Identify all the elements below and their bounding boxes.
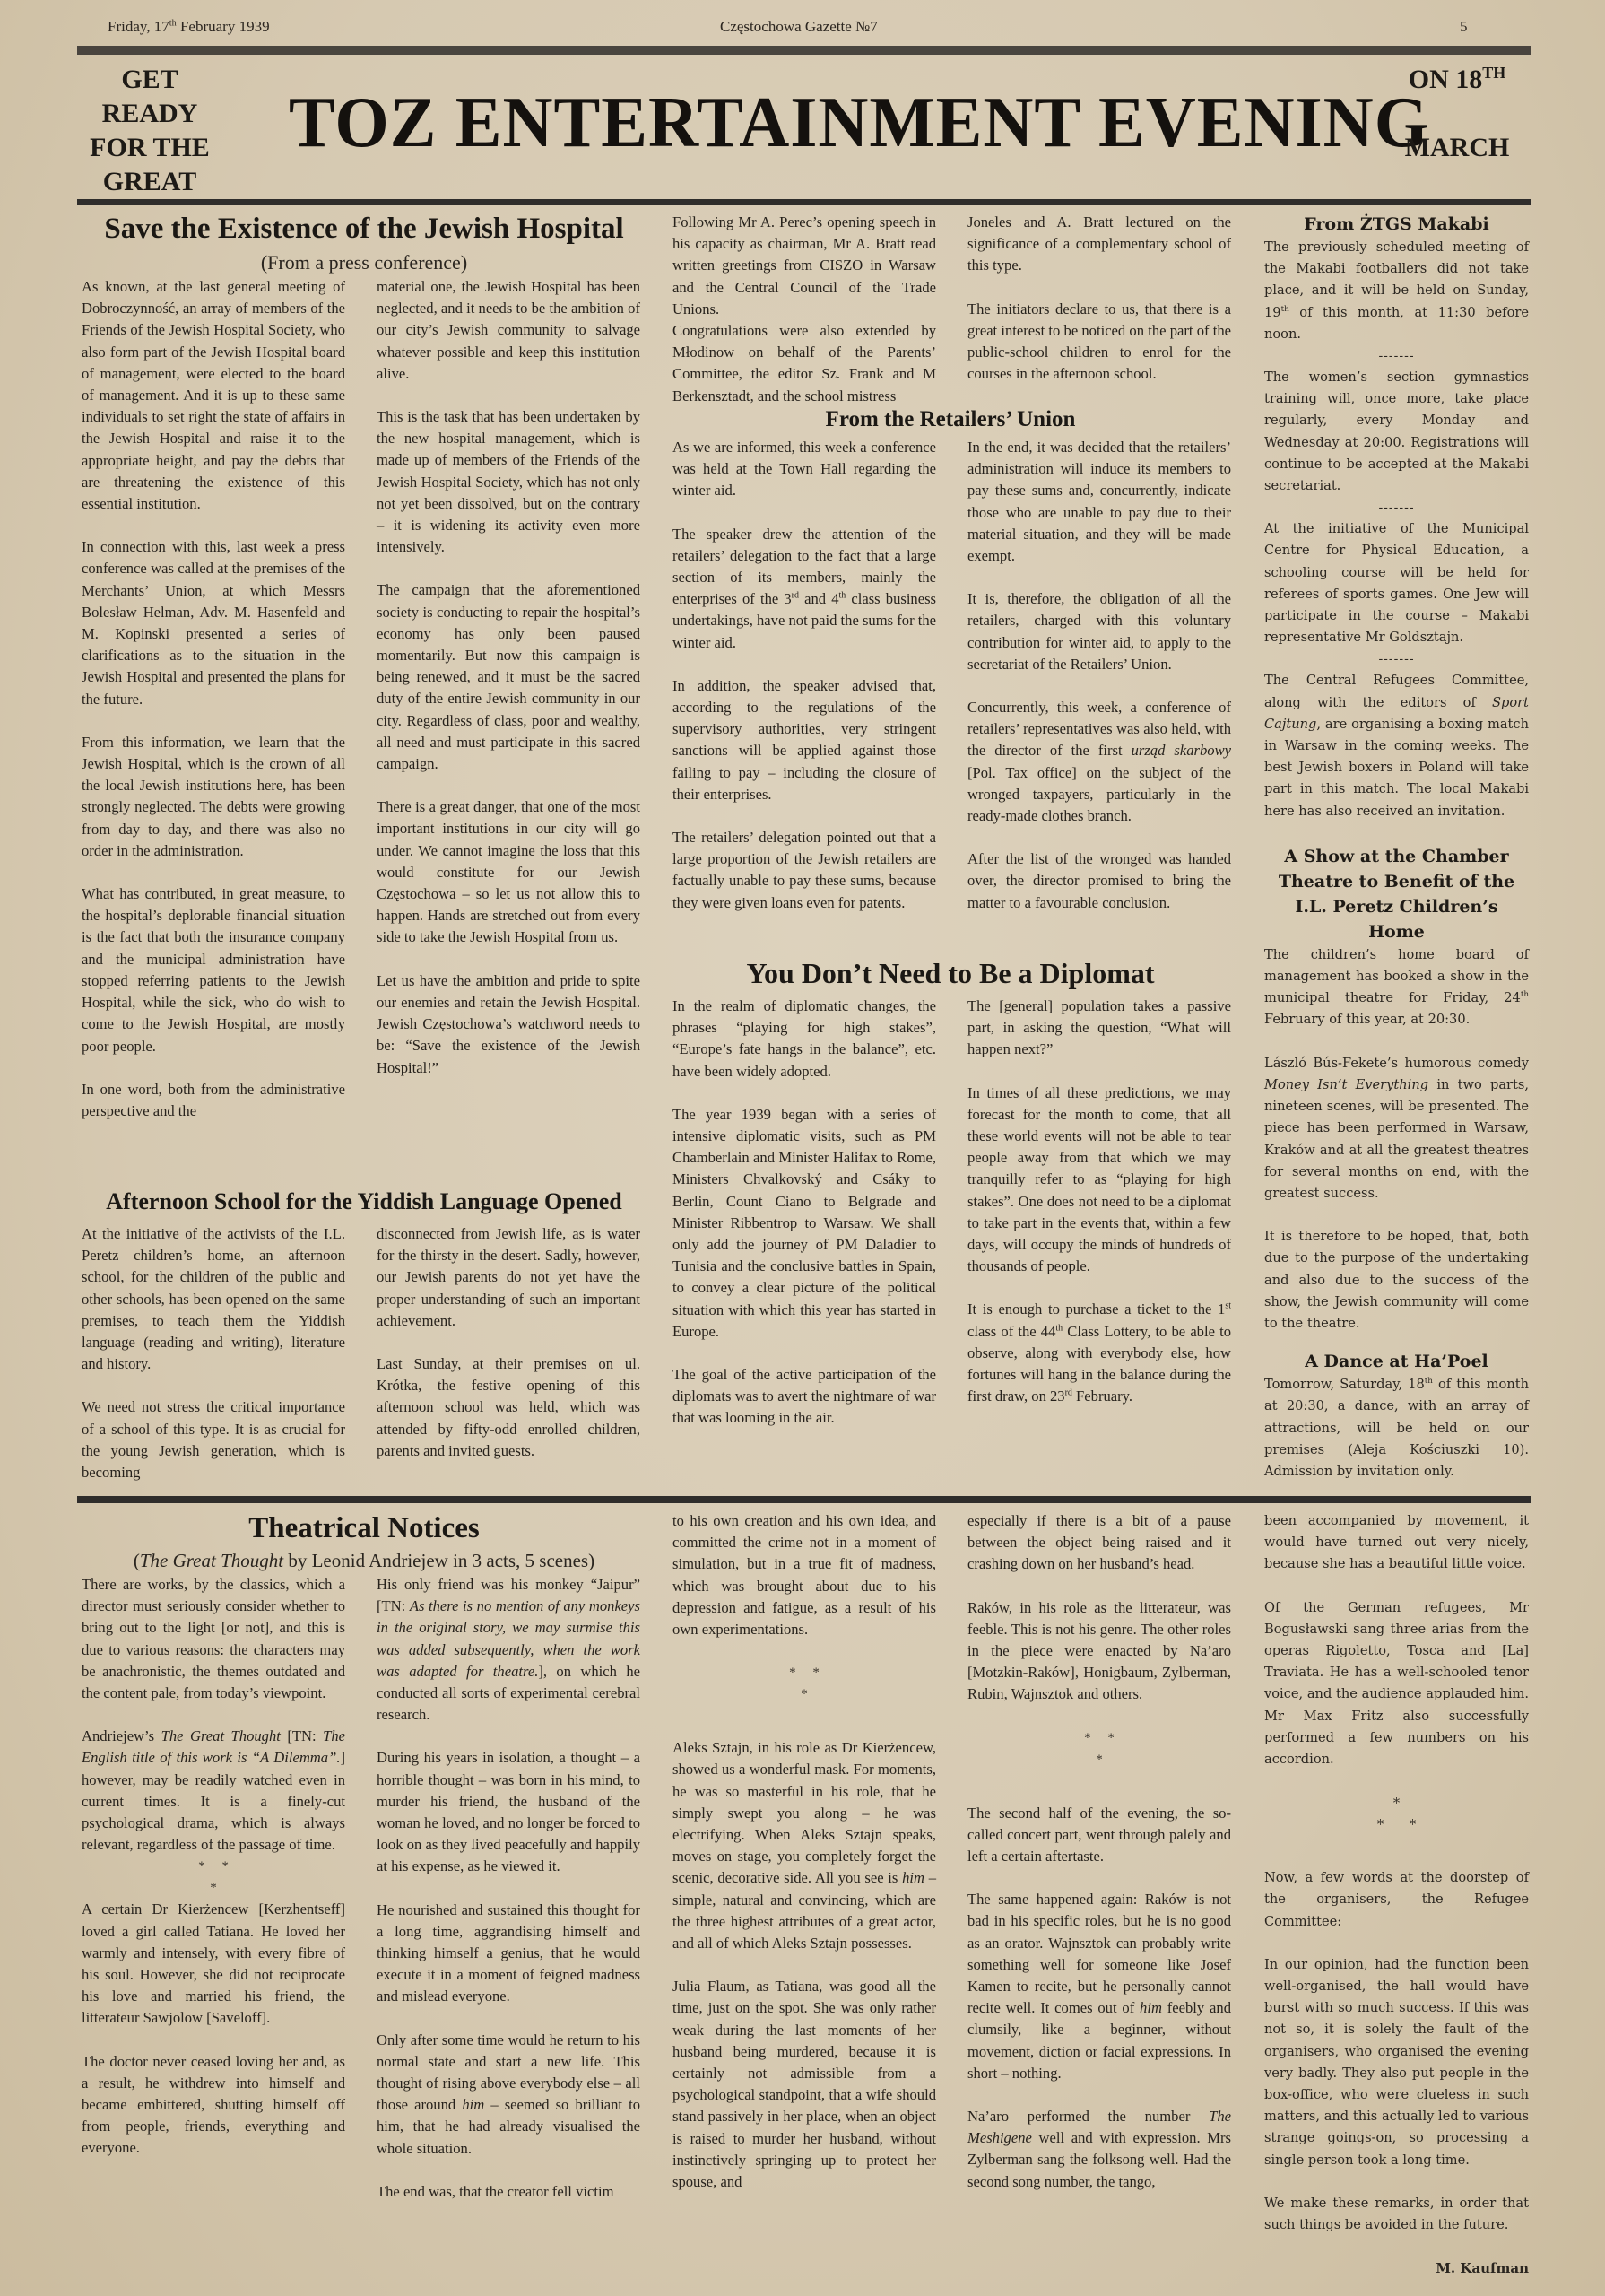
separator: ------- xyxy=(1378,349,1415,364)
paragraph: Only after some time would he return to his normal state and start a new life. This thought of rising above everybody else – all those around him – seemed so brilliant to him, that he had already visualised the whole situation. xyxy=(377,2031,641,2157)
chamber-show-body xyxy=(1264,944,1529,1335)
hospital-subtitle: (From a press conference) xyxy=(260,251,468,274)
separator: ------- xyxy=(1378,652,1415,667)
theatre-column-3 xyxy=(672,1510,936,2193)
paragraph: Following Mr A. Perec’s opening speech in his capacity as chairman, Mr A. Bratt read written greetings from CISZO in Warsaw and the Central Council of the Trade Unions. xyxy=(672,213,936,317)
paragraph: Andriejew’s The Great Thought [TN: The English title of this work is “A Dilemma”.] however, may be readily watched even in current times. It is a finely-cut psychological drama, which is always relevant, regardless of the passage of time. xyxy=(82,1727,345,1854)
paragraph: In times of all these predictions, we may forecast for the month to come, that all these world events will not be able to tear people away from that which we may tranquilly refer to as “playing for high stakes”. One does not need to be a diplomat to take part in the events that, within a few days, will occupy the minds of hundreds of thousands of people. xyxy=(967,1083,1231,1275)
theatre-column-5 xyxy=(1264,1510,1529,2279)
paragraph: In the end, it was decided that the retailers’ administration will induce its members to pay these sums and, concurrently, indicate those who are unable to pay due to their material situation, and they will be made exempt. xyxy=(967,439,1231,565)
diplomat-column-1 xyxy=(672,996,936,1430)
paragraph: The children’s home board of management has booked a show in the municipal theatre for Friday, 24th February of this year, at 20:30. xyxy=(1264,946,1529,1028)
retailers-headline: From the Retailers’ Union xyxy=(825,407,1076,431)
paragraph: Raków, in his role as the litterateur, was feeble. This is not his genre. The other roles in the piece were enacted by Na’aro [Motzkin-Raków], Honigbaum, Zylberman, Rubin, Wajnsztok and others. xyxy=(967,1598,1231,1703)
yiddish-column-3 xyxy=(672,212,936,407)
left-teaser-line: FOR THE xyxy=(90,133,210,162)
text: The speaker drew the attention of the retailers’ delegation to the fact that a large section of its members, mainly the enterprises of the 3rd and 4th class business undertakings, have not paid the sums for the winter aid. xyxy=(672,525,937,651)
left-teaser-line: READY xyxy=(101,99,198,128)
right-teaser-suffix: TH xyxy=(1482,64,1506,82)
right-column xyxy=(1264,212,1529,1483)
paragraph: Congratulations were also extended by Młodinow on behalf of the Parents’ Committee, the editor Sz. Frank and M Berkensztadt, and the school mistress xyxy=(672,322,936,404)
paragraph: A certain Dr Kierżencew [Kerzhentseff] loved a girl called Tatiana. He loved her warmly and intensely, with every fibre of his soul. However, she did not reciprocate his love and married his friend, the litterateur Sawjolow [Saveloff]. xyxy=(82,1900,345,2027)
hospital-headline: Save the Existence of the Jewish Hospital xyxy=(104,213,624,245)
left-teaser-line: GET xyxy=(121,65,178,94)
theatre-subtitle xyxy=(77,1550,651,1572)
banner-headline: TOZ ENTERTAINMENT EVENING xyxy=(289,83,1430,162)
paragraph: We make these remarks, in order that such things be avoided in the future. xyxy=(1264,2195,1529,2233)
page-number: 5 xyxy=(1460,18,1468,35)
paragraph: The same happened again: Raków is not bad in his specific roles, but he is no good as an orator. Wajnsztok can probably write something well for someone like Josef Kamen to recite, but he personally cannot recite well. It comes out of him feebly and clumsily, like a beginner, without movement, diction or facial expressions. In short – nothing. xyxy=(967,1891,1231,2082)
paragraph: As known, at the last general meeting of Dobroczynność, an array of members of the Friends of the Jewish Hospital Society, who also form part of the Jewish Hospital board of management, were elected to the board of management. And it is up to these same individuals to set right the state of affairs in the Jewish Hospital and raise it to the appropriate height, and pay the debts that are threatening the existence of this essential institution. xyxy=(82,278,345,513)
paragraph: It is, therefore, the obligation of all the retailers, charged with this voluntary contribution for winter aid, to apply to the secretariat of the Retailers’ Union. xyxy=(967,590,1231,673)
paragraph: The campaign that the aforementioned society is conducting to repair the hospital’s economy has only been paused momentarily. But now this campaign is being renewed, and it must be the sacred duty of the entire Jewish community in our city. Regardless of class, poor and wealthy, all need and must participate in this sacred campaign. xyxy=(377,581,640,773)
paragraph: The year 1939 began with a series of intensive diplomatic visits, such as PM Chamberlain and Minister Halifax to Rome, Ministers Chvalkovský and Csáky to Berlin, Count Ciano to Belgrade and Minister Ribbentrop to Warsaw. We shall only add the journey of PM Daladier to Tunisia and the conclusive battles in Spain, to convey a clear picture of the political situation with which this year has started in Europe. xyxy=(672,1105,936,1340)
hapoel-headline: A Dance at Ha’Poel xyxy=(1305,1352,1488,1372)
paragraph: The doctor never ceased loving her and, as a result, he withdrew into himself and became embittered, shutting himself off from people, friends, everything and everyone. xyxy=(82,2052,345,2157)
paragraph xyxy=(672,524,936,654)
paragraph: The women’s section gymnastics training will, once more, take place regularly, every Monday and Wednesday at 20:00. Registrations will continue to be accepted at the Makabi secretariat. xyxy=(1264,370,1529,494)
paragraph: been accompanied by movement, it would have turned out very nicely, because she has a beautiful little voice. xyxy=(1264,1513,1529,1572)
paragraph: As we are informed, this week a conference was held at the Town Hall regarding the winter aid. xyxy=(672,439,936,500)
paragraph: In our opinion, had the function been well-organised, the hall would have burst with so much success. If this was not so, it is solely the fault of the organisers, who organised the evening very badly. They also put people in the box-office, who were clueless in such matters, and this actually led to various strange goings-on, so processing a single person took a long time. xyxy=(1264,1956,1529,2168)
left-teaser-line: GREAT xyxy=(102,167,197,196)
paragraph: Concurrently, this week, a conference of retailers’ representatives was also held, with the director of the first urząd skarbowy [Pol. Tax office] on the subject of the wronged taxpayers, particularly in the ready-made clothes branch. xyxy=(967,699,1232,825)
paragraph: Aleks Sztajn, in his role as Dr Kierżencew, showed us a wonderful mask. For moments, he was so masterful in his role, that he simply swept you along – he was electrifying. When Aleks Sztajn speaks, moves on stage, you completely forget the scenic, decorative side. All you see is him – simple, natural and convincing, which are the three highest attributes of a great actor, and all of which Aleks Sztajn possesses. xyxy=(672,1739,936,1952)
paragraph: Let us have the ambition and pride to spite our enemies and retain the Jewish Hospital. Jewish Częstochowa’s watchword needs to be: “Save the existence of the Jewish Hospital!” xyxy=(377,971,640,1076)
paragraph: What has contributed, in great measure, to the hospital’s deplorable financial situation is the fact that both the insurance company and the municipal administration have stopped referring patients to the Jewish Hospital, while the sick, who do wish to come to the Jewish Hospital, are mostly poor people. xyxy=(82,885,345,1055)
paragraph: László Bús-Fekete’s humorous comedy Money Isn’t Everything in two parts, nineteen scenes, will be presented. The piece has been performed in Warsaw, Kraków and at all the greatest theatres for several months on end, with the greatest success. xyxy=(1264,1055,1530,1201)
paragraph: It is enough to purchase a ticket to the 1st class of the 44th Class Lottery, to be able to observe, along with everybody else, how fortunes will hang in the balance during the first draw, on 23rd February. xyxy=(967,1300,1232,1405)
paragraph: The initiators declare to us, that there is a great interest to be noticed on the part of the public-school children to enrol for the courses in the afternoon school. xyxy=(967,300,1231,383)
publication-name: Częstochowa Gazette №7 xyxy=(720,18,878,35)
paragraph: The second half of the evening, the so-called concert part, went through palely and left a certain aftertaste. xyxy=(967,1804,1231,1866)
section-break: * * * xyxy=(789,1665,820,1702)
paragraph: His only friend was his monkey “Jaipur” [TN: As there is no mention of any monkeys in the original story, we may surmise this was added subsequently, when the work was adapted for theatre.], on which he conducted all sorts of experimental cerebral research. xyxy=(377,1576,640,1724)
yiddish-column-4 xyxy=(967,212,1231,385)
section-break: * * * xyxy=(1084,1730,1115,1767)
paragraph: It is therefore to be hoped, that, both due to the purpose of the undertaking and also due to the success of the show, the Jewish community will come to the theatre. xyxy=(1264,1229,1529,1331)
right-teaser xyxy=(1385,63,1529,165)
yiddish-column-2 xyxy=(377,1223,640,1462)
hospital-column-1 xyxy=(82,276,345,1122)
paragraph: There are works, by the classics, which a director must seriously consider whether to bring out to the light [or not], and this is due to various reasons: the characters may be anachronistic, the themes outdated and the content pale, from today’s viewpoint. xyxy=(82,1576,345,1702)
right-teaser-month: MARCH xyxy=(1404,133,1510,162)
paragraph: In connection with this, last week a press conference was called at the premises of the Merchants’ Union, at which Messrs Bolesław Helman, Adv. M. Hasenfeld and M. Kopinski presented a series of clarifications as to the situation in the Jewish Hospital and presented the plans for the future. xyxy=(82,538,345,708)
paragraph: In addition, the speaker advised that, according to the regulations of the supervisory authorities, very stringent sanctions will be applied against those failing to pay – including the closure of their enterprises. xyxy=(672,676,936,803)
author-signature: M. Kaufman xyxy=(1436,2260,1529,2277)
paragraph: In one word, both from the administrative perspective and the xyxy=(82,1080,345,1119)
chamber-show-headline: A Show at the Chamber Theatre to Benefit of the I.L. Peretz Children’s Home xyxy=(1278,846,1515,942)
paragraph: In the realm of diplomatic changes, the phrases “playing for high stakes”, “Europe’s fate hangs in the balance”, etc. have been widely adopted. xyxy=(672,997,936,1080)
paragraph: Of the German refugees, Mr Bogusławski sang three arias from the operas Rigoletto, Tosca and [La] Traviata. He has a well-schooled tenor voice, and the audience applauded him. Mr Max Fritz also successfully performed a few numbers on his accordion. xyxy=(1264,1599,1529,1768)
paragraph: material one, the Jewish Hospital has been neglected, and it needs to be the ambition of our city’s Jewish community to salvage whatever possible and keep this institution alive. xyxy=(377,278,640,382)
hapoel-body xyxy=(1264,1374,1529,1483)
paragraph: The [general] population takes a passive part, in asking the question, “What will happen next?” xyxy=(967,997,1231,1058)
play-title: The Great Thought xyxy=(139,1550,284,1571)
theatre-column-4 xyxy=(967,1510,1231,2193)
right-teaser-day: ON 18 xyxy=(1408,65,1483,94)
paragraph: The end was, that the creator fell victim xyxy=(377,2182,614,2200)
paragraph: disconnected from Jewish life, as is water for the thirsty in the desert. Sadly, however, our Jewish parents do not yet have the proper understanding of such an important achievement. xyxy=(377,1225,640,1329)
paragraph: At the initiative of the activists of the I.L. Peretz children’s home, an afternoon school, for the children of the public and other schools, has been opened on the same premises, to teach them the Yiddish language (reading and writing), literature and history. xyxy=(82,1225,345,1373)
separator: ------- xyxy=(1378,500,1415,516)
diplomat-column-2 xyxy=(967,996,1231,1407)
issue-date-day: Friday, 17 xyxy=(108,18,169,35)
paragraph: The previously scheduled meeting of the Makabi footballers did not take place, and it will be held on Sunday, 19th of this month, at 11:30 before noon. xyxy=(1264,239,1529,342)
section-break: * * * xyxy=(1376,1795,1417,1833)
paragraph: There is a great danger, that one of the most important institutions in our city will go under. We cannot imagine the loss that this would constitute for our Jewish Częstochowa – so let us not allow this to happen. Hands are stretched out from every side to take the Jewish Hospital from us. xyxy=(377,798,640,946)
paragraph: Joneles and A. Bratt lectured on the significance of a complementary school of this type. xyxy=(967,213,1231,274)
paragraph: Na’aro performed the number The Meshigene well and with expression. Mrs Zylberman sang the folksong well. Had the second song number, the tango, xyxy=(967,2108,1231,2190)
paragraph: During his years in isolation, a thought – a horrible thought – was born in his mind, to murder his friend, the husband of the woman he loved, and no longer be forced to look on as they lived peacefully and happily at his expense, as he viewed it. xyxy=(377,1749,640,1875)
theatre-column-1 xyxy=(82,1574,345,2160)
hospital-column-2 xyxy=(377,276,640,1079)
issue-date xyxy=(108,18,270,36)
paragraph: to his own creation and his own idea, and committed the crime not in a moment of simulation, but in a true fit of madness, which was brought about due to his depression and fatigue, as a result of his own experimentations. xyxy=(672,1512,936,1639)
subtitle-text: by Leonid Andriejew in 3 acts, 5 scenes) xyxy=(283,1550,595,1571)
yiddish-column-1 xyxy=(82,1223,345,1483)
yiddish-school-headline: Afternoon School for the Yiddish Language Opened xyxy=(106,1188,622,1214)
issue-date-month: February 1939 xyxy=(176,18,270,35)
paragraph: The goal of the active participation of the diplomats was to avert the nightmare of war that was looming in the air. xyxy=(672,1366,936,1427)
paragraph: After the list of the wronged was handed over, the director promised to bring the matter to a favourable conclusion. xyxy=(967,850,1231,911)
paragraph: Last Sunday, at their premises on ul. Krótka, the festive opening of this afternoon school was held, which was attended by fifty-odd enrolled children, parents and invited guests. xyxy=(377,1355,640,1459)
paragraph: Tomorrow, Saturday, 18th of this month at 20:30, a dance, with an array of attractions, will be held on our premises (Aleja Kościuszki 10). Admission by invitation only. xyxy=(1264,1377,1529,1479)
section-rule xyxy=(77,1496,1531,1503)
diplomat-headline: You Don’t Need to Be a Diplomat xyxy=(746,957,1155,989)
makabi-headline: From ŻTGS Makabi xyxy=(1304,214,1489,234)
masthead-rule xyxy=(77,199,1531,205)
top-rule xyxy=(77,46,1531,55)
paragraph: Julia Flaum, as Tatiana, was good all the time, just on the spot. She was only rather weak during the last moments of her husband being murdered, because it is certainly not admissible from a psychological standpoint, that a wife should stand passively in her place, when an object is raised to murder her husband, without instinctively springing up to protect her spouse, and xyxy=(672,1978,936,2191)
paragraph: From this information, we learn that the Jewish Hospital, which is the crown of all the local Jewish institutions here, has been strongly neglected. The debts were growing from day to day, and there was also no order in the administration. xyxy=(82,733,345,859)
paragraph: At the initiative of the Municipal Centre for Physical Education, a schooling course will be held for referees of sports games. One Jew will participate in the course – Makabi representative Mr Goldsztajn. xyxy=(1264,521,1529,646)
paragraph: We need not stress the critical importance of a school of this type. It is as crucial for the young Jewish generation, which is becoming xyxy=(82,1398,345,1482)
paragraph: Now, a few words at the doorstep of the organisers, the Refugee Committee: xyxy=(1264,1870,1529,1929)
paragraph: especially if there is a bit of a pause between the object being raised and it crashing down on her husband’s head. xyxy=(967,1512,1231,1573)
paragraph: This is the task that has been undertaken by the new hospital management, which is made up of members of the Friends of the Jewish Hospital Society, which has not only not yet been dissolved, but on the contrary – it is widening its activity even more intensively. xyxy=(377,408,640,556)
theatre-column-2 xyxy=(377,1574,640,2203)
paragraph: The Central Refugees Committee, along with the editors of Sport Cajtung, are organising a boxing match in Warsaw in the coming weeks. The best Jewish boxers in Poland will take part in this match. The local Makabi here has also received an invitation. xyxy=(1264,673,1529,819)
theatre-headline: Theatrical Notices xyxy=(248,1512,480,1544)
issue-date-suffix: th xyxy=(169,18,177,29)
section-break: * * * xyxy=(198,1859,229,1896)
paragraph: The retailers’ delegation pointed out that a large proportion of the Jewish retailers are factually unable to pay these sums, because they were given loans even for patents. xyxy=(672,829,936,911)
paren: ( xyxy=(133,1550,140,1571)
retailers-column-1 xyxy=(672,437,936,914)
paragraph: He nourished and sustained this thought for a long time, aggrandising himself and thinking himself a genius, that he would execute it in a moment of feigned madness and mislead everyone. xyxy=(377,1900,640,2005)
retailers-column-2 xyxy=(967,437,1231,914)
makabi-notices xyxy=(1264,237,1529,822)
right-teaser-date xyxy=(1385,63,1529,97)
left-teaser xyxy=(82,63,217,199)
